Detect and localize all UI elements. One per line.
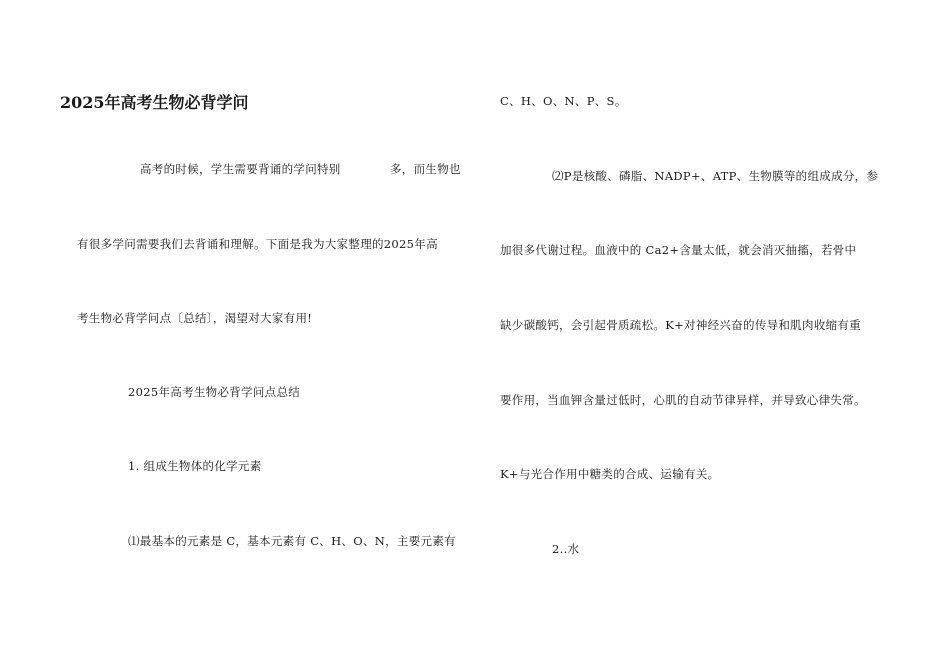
item-1-text: ⑴最基本的元素是 C，基本元素有 C、H、O、N，主要元素有	[128, 534, 456, 548]
right-line-2: ⑵P是核酸、磷脂、NADP+、ATP、生物膜等的组成成分，参	[552, 169, 879, 183]
right-line-4: 缺少碳酸钙，会引起骨质疏松。K+对神经兴奋的传导和肌肉收缩有重	[500, 318, 862, 332]
right-line-6: K+与光合作用中糖类的合成、运输有关。	[500, 467, 720, 481]
right-line-3: 加很多代谢过程。血液中的 Ca2+含量太低，就会消灭抽搐，若骨中	[500, 243, 857, 257]
section-heading: 2025年高考生物必背学问点总结	[128, 385, 301, 399]
item-1-heading: 1. 组成生物体的化学元素	[128, 459, 262, 473]
intro-line-3: 考生物必背学问点〔总结〕，渴望对大家有用!	[77, 311, 313, 325]
intro-line-1b: 多，而生物也	[390, 162, 461, 176]
intro-line-1a: 高考的时候，学生需要背诵的学问特别	[140, 162, 341, 176]
right-line-5: 要作用，当血钾含量过低时，心肌的自动节律异样，并导致心律失常。	[500, 393, 866, 407]
intro-line-2: 有很多学问需要我们去背诵和理解。下面是我为大家整理的2025年高	[77, 237, 438, 251]
document-title: 2025年高考生物必背学问	[60, 93, 249, 112]
right-line-1: C、H、O、N、P、S。	[500, 94, 627, 108]
item-2-heading: 2..水	[552, 542, 580, 556]
